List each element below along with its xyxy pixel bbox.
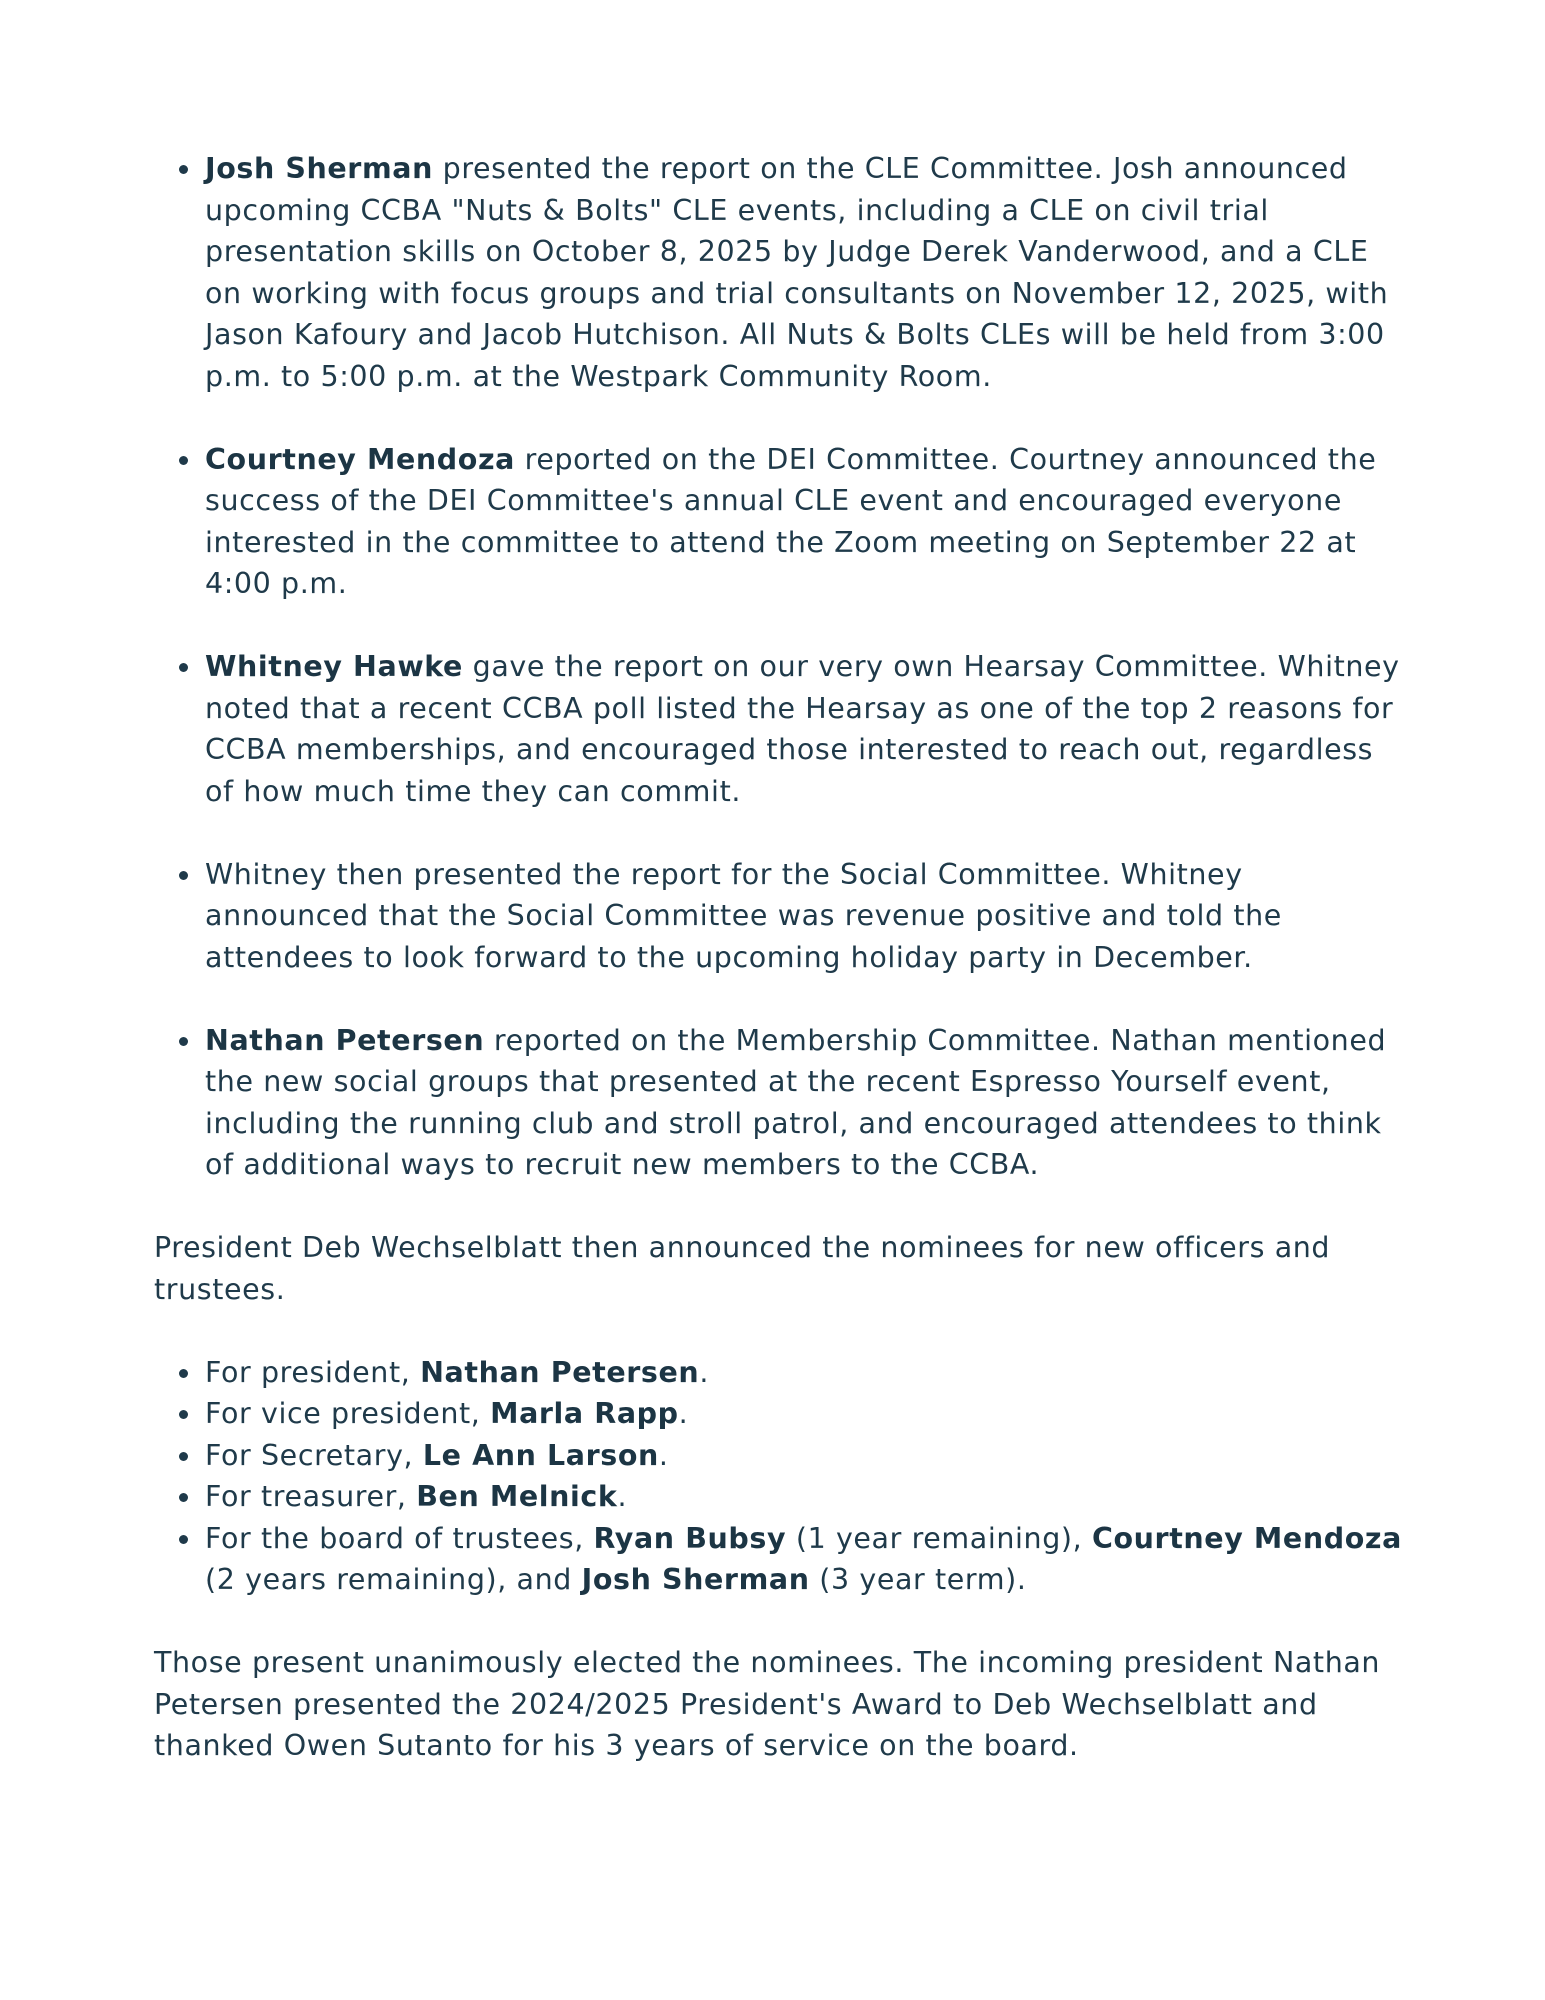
committee-reports-list — [154, 148, 1405, 1186]
report-cle-committee — [154, 148, 1405, 397]
nominee-president — [154, 1352, 1405, 1394]
nominees-list — [154, 1352, 1405, 1601]
nominee-trustees — [154, 1518, 1405, 1601]
nominees-intro: President Deb Wechselblatt then announced the nominees for new officers and trustees. — [154, 1231, 1331, 1306]
nominee-term: (1 year remaining), — [786, 1521, 1092, 1555]
reporter-name: Josh Sherman — [205, 152, 433, 185]
report-text: gave the report on our very own Hearsay Committee. Whitney noted that a recent CCBA poll listed the Hearsay as one of the top 2 reasons for CCBA memberships, and encouraged those interested to reach out, regardless of how much time they can commit. — [205, 650, 1400, 808]
nominee-name: Marla Rapp — [490, 1397, 679, 1430]
nominee-role: For the board of trustees, — [205, 1521, 594, 1555]
nominee-name: Nathan Petersen — [420, 1355, 700, 1389]
nominee-name: Courtney Mendoza — [1091, 1521, 1402, 1555]
nominee-name: Ben Melnick — [416, 1480, 618, 1513]
report-social-committee — [154, 854, 1405, 979]
report-dei-committee — [154, 439, 1405, 605]
reporter-name: Whitney Hawke — [205, 650, 463, 683]
reporter-name: Nathan Petersen — [205, 1023, 485, 1057]
nominee-suffix: . — [699, 1355, 709, 1389]
report-text: Whitney then presented the report for the Social Committee. Whitney announced that the Social Committee was revenue positive and told the attendees to look forward to the upcoming holiday party in December. — [205, 857, 1282, 974]
closing-paragraph: Those present unanimously elected the nominees. The incoming president Nathan Petersen presented the 2024/2025 President's Award to Deb Wechselblatt and thanked Owen Sutanto for his 3 years of service on the board. — [154, 1646, 1381, 1762]
report-text: presented the report on the CLE Committee. Josh announced upcoming CCBA "Nuts & Bolts" CLE events, including a CLE on civil trial presentation skills on October 8, 2025 by Judge Derek Vanderwood, and a CLE on working with focus groups and trial consultants on November 12, 2025, with Jason Kafoury and Jacob Hutchison. All Nuts & Bolts CLEs will be held from 3:00 p.m. to 5:00 p.m. at the Westpark Community Room. — [205, 152, 1389, 393]
report-membership-committee — [154, 1020, 1405, 1186]
nominee-suffix: . — [617, 1480, 628, 1513]
nominee-name: Josh Sherman — [581, 1563, 810, 1596]
nominee-vice-president — [154, 1393, 1405, 1435]
report-text: reported on the Membership Committee. Nathan mentioned the new social groups that presented at the recent Espresso Yourself event, including the running club and stroll patrol, and encouraged attendees to think of additional ways to recruit new members to the CCBA. — [205, 1023, 1387, 1181]
nominee-name: Ryan Bubsy — [593, 1521, 787, 1555]
report-text: reported on the DEI Committee. Courtney announced the success of the DEI Committee's annual CLE event and encouraged everyone interested in the committee to attend the Zoom meeting on September 22 at 4:00 p.m. — [205, 442, 1377, 600]
nominee-role: For president, — [205, 1355, 421, 1389]
nominee-role: For Secretary, — [205, 1438, 423, 1472]
nominee-name: Le Ann Larson — [422, 1438, 659, 1472]
report-hearsay-committee — [154, 646, 1405, 812]
nominee-secretary — [154, 1435, 1405, 1477]
nominee-role: For vice president, — [205, 1397, 491, 1430]
nominee-term: (3 year term). — [809, 1563, 1027, 1596]
reporter-name: Courtney Mendoza — [205, 442, 515, 476]
nominee-suffix: . — [678, 1397, 689, 1430]
nominee-suffix: . — [658, 1438, 669, 1472]
nominee-role: For treasurer, — [205, 1480, 417, 1513]
nominee-treasurer — [154, 1476, 1405, 1518]
nominee-term: (2 years remaining), and — [205, 1563, 582, 1596]
